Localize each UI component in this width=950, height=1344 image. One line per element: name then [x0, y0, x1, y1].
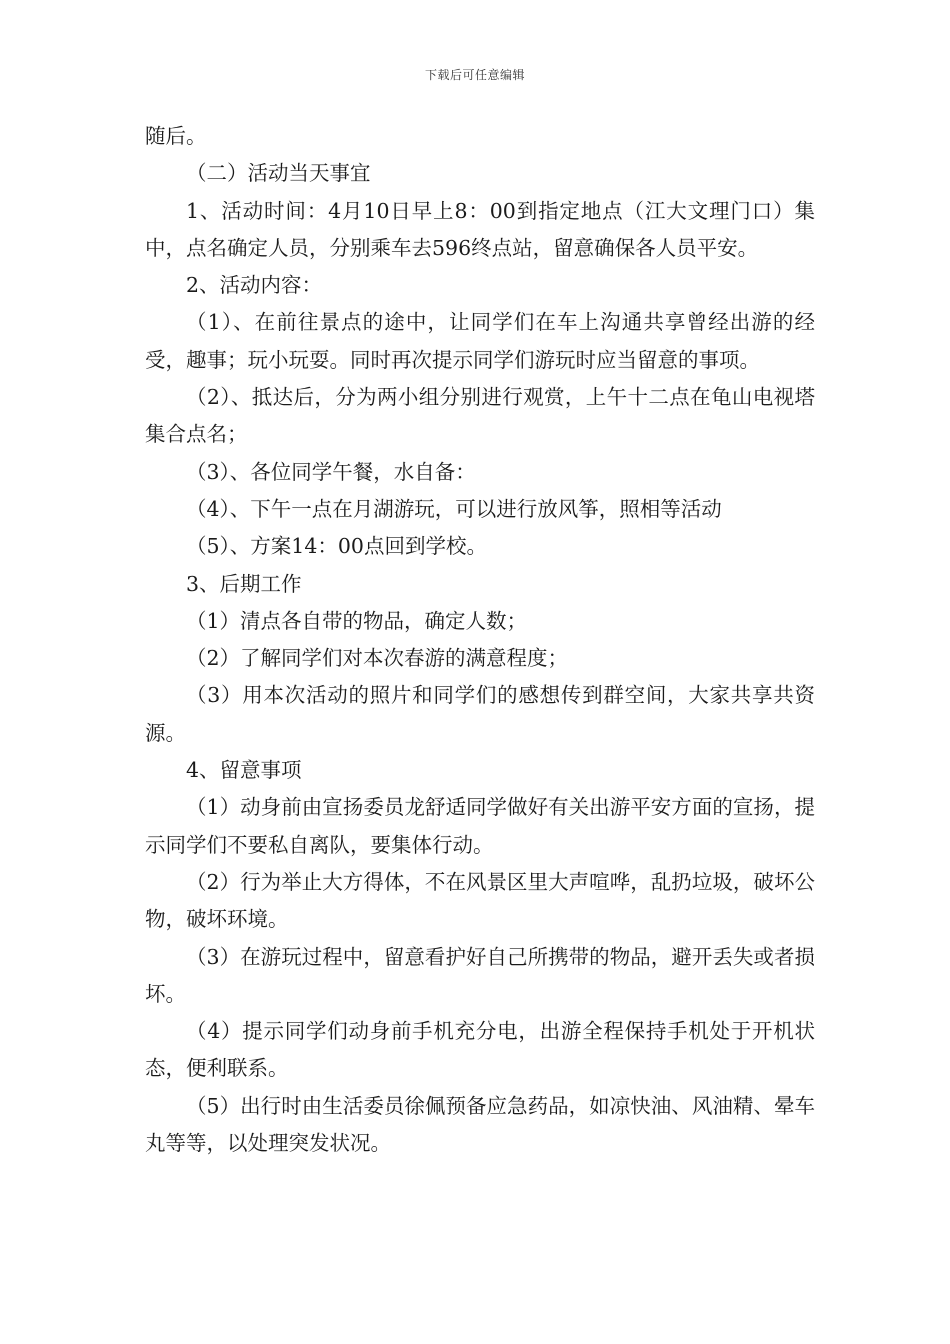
subheading-activity-content: 2、活动内容：	[186, 273, 323, 298]
list-item-follow-up-2: （2）了解同学们对本次春游的满意程度；	[186, 646, 569, 671]
list-item-content-5: （5）、方案14：00点回到学校。	[186, 534, 487, 559]
document-body	[145, 118, 815, 1162]
list-item-follow-up-3: （3）用本次活动的照片和同学们的感想传到群空间，大家共享共资源。	[145, 683, 815, 745]
list-item-follow-up-1: （1）清点各自带的物品，确定人数；	[186, 608, 528, 633]
paragraph-continuation: 随后。	[145, 124, 207, 148]
page-header: 下载后可任意编辑	[424, 68, 525, 82]
list-item-notes-3: （3）在游玩过程中，留意看护好自己所携带的物品，避开丢失或者损坏。	[145, 944, 815, 1006]
subheading-follow-up: 3、后期工作	[186, 571, 302, 596]
list-item-content-4: （4）、下午一点在月湖游玩，可以进行放风筝，照相等活动	[186, 496, 722, 521]
section-heading-event-day: （二）活动当天事宜	[186, 161, 371, 186]
list-item-notes-1: （1）动身前由宣扬委员龙舒适同学做好有关出游平安方面的宣扬，提示同学们不要私自离队，要集体行动。	[145, 795, 815, 857]
list-item-content-3: （3）、各位同学午餐，水自备：	[186, 459, 476, 484]
subheading-notes: 4、留意事项	[186, 758, 302, 783]
list-item-notes-2: （2）行为举止大方得体，不在风景区里大声喧哗，乱扔垃圾，破坏公物，破坏环境。	[145, 869, 815, 932]
list-item-notes-5: （5）出行时由生活委员徐佩预备应急药品，如凉快油、风油精、晕车丸等等，以处理突发状况。	[145, 1093, 815, 1156]
list-item-content-1: （1）、在前往景点的途中，让同学们在车上沟通共享曾经出游的经受，趣事；玩小玩耍。同时再次提示同学们游玩时应当留意的事项。	[145, 310, 815, 372]
paragraph-activity-time: 1、活动时间：4月10日早上8：00到指定地点（江大文理门口）集中，点名确定人员，分别乘车去596终点站，留意确保各人员平安。	[145, 198, 815, 260]
list-item-content-2: （2）、抵达后，分为两小组分别进行观赏，上午十二点在龟山电视塔集合点名；	[145, 385, 815, 447]
list-item-notes-4: （4）提示同学们动身前手机充分电，出游全程保持手机处于开机状态，便利联系。	[145, 1019, 815, 1081]
